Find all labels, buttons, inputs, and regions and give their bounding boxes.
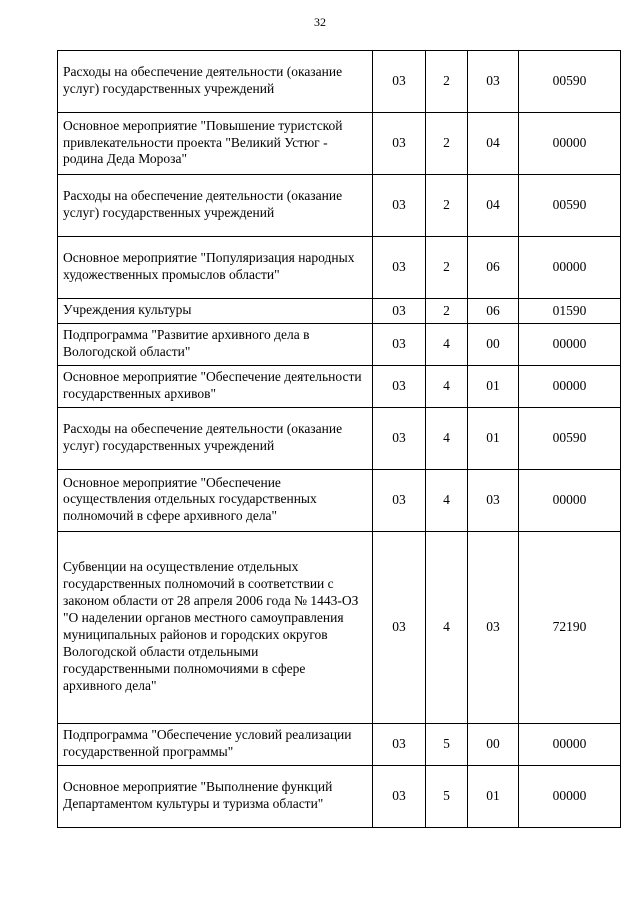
program-code-cell: 03	[373, 323, 426, 365]
row-description-cell: Основное мероприятие "Популяризация народных художественных промыслов области"	[58, 237, 373, 299]
program-code-cell: 03	[373, 531, 426, 723]
activity-code-cell: 00	[468, 323, 519, 365]
table-row	[58, 175, 621, 237]
activity-code-cell: 03	[468, 531, 519, 723]
activity-code-cell: 01	[468, 407, 519, 469]
row-description-cell: Расходы на обеспечение деятельности (оказание услуг) государственных учреждений	[58, 51, 373, 113]
subprogram-code-cell: 4	[426, 469, 468, 531]
direction-code-cell: 00000	[519, 237, 621, 299]
activity-code-cell: 03	[468, 469, 519, 531]
table-row	[58, 765, 621, 827]
direction-code-cell: 00590	[519, 175, 621, 237]
row-description-cell: Расходы на обеспечение деятельности (оказание услуг) государственных учреждений	[58, 407, 373, 469]
direction-code-cell: 00000	[519, 723, 621, 765]
row-description-cell: Учреждения культуры	[58, 299, 373, 324]
program-code-cell: 03	[373, 113, 426, 175]
direction-code-cell: 00000	[519, 113, 621, 175]
activity-code-cell: 04	[468, 113, 519, 175]
table-row	[58, 323, 621, 365]
row-description-cell: Субвенции на осуществление отдельных государственных полномочий в соответствии с законом области от 28 апреля 2006 года № 1443-ОЗ "О наделении органов местного самоуправления муниципальных районов и городских округов Вологодской области отдельными государственными полномочиями в сфере архивного дела"	[58, 531, 373, 723]
direction-code-cell: 00000	[519, 365, 621, 407]
row-description-cell: Основное мероприятие "Выполнение функций Департаментом культуры и туризма области"	[58, 765, 373, 827]
subprogram-code-cell: 2	[426, 51, 468, 113]
direction-code-cell: 00000	[519, 323, 621, 365]
subprogram-code-cell: 2	[426, 113, 468, 175]
activity-code-cell: 01	[468, 365, 519, 407]
subprogram-code-cell: 5	[426, 765, 468, 827]
row-description-cell: Подпрограмма "Обеспечение условий реализации государственной программы"	[58, 723, 373, 765]
table-body	[58, 51, 621, 828]
program-code-cell: 03	[373, 765, 426, 827]
subprogram-code-cell: 4	[426, 407, 468, 469]
program-code-cell: 03	[373, 51, 426, 113]
activity-code-cell: 03	[468, 51, 519, 113]
program-code-cell: 03	[373, 407, 426, 469]
row-description-cell: Подпрограмма "Развитие архивного дела в Вологодской области"	[58, 323, 373, 365]
activity-code-cell: 06	[468, 299, 519, 324]
budget-classification-table	[57, 50, 621, 828]
subprogram-code-cell: 2	[426, 175, 468, 237]
subprogram-code-cell: 2	[426, 299, 468, 324]
activity-code-cell: 00	[468, 723, 519, 765]
activity-code-cell: 04	[468, 175, 519, 237]
direction-code-cell: 00590	[519, 407, 621, 469]
table-row	[58, 51, 621, 113]
row-description-cell: Основное мероприятие "Обеспечение осуществления отдельных государственных полномочий в сфере архивного дела"	[58, 469, 373, 531]
row-description-cell: Основное мероприятие "Повышение туристской привлекательности проекта "Великий Устюг - родина Деда Мороза"	[58, 113, 373, 175]
subprogram-code-cell: 4	[426, 323, 468, 365]
subprogram-code-cell: 4	[426, 531, 468, 723]
subprogram-code-cell: 5	[426, 723, 468, 765]
table-row	[58, 299, 621, 324]
program-code-cell: 03	[373, 469, 426, 531]
program-code-cell: 03	[373, 175, 426, 237]
table-row	[58, 407, 621, 469]
table-row	[58, 113, 621, 175]
table-row	[58, 469, 621, 531]
subprogram-code-cell: 4	[426, 365, 468, 407]
row-description-cell: Основное мероприятие "Обеспечение деятельности государственных архивов"	[58, 365, 373, 407]
program-code-cell: 03	[373, 299, 426, 324]
table-row	[58, 365, 621, 407]
row-description-cell: Расходы на обеспечение деятельности (оказание услуг) государственных учреждений	[58, 175, 373, 237]
direction-code-cell: 00000	[519, 469, 621, 531]
direction-code-cell: 01590	[519, 299, 621, 324]
subprogram-code-cell: 2	[426, 237, 468, 299]
program-code-cell: 03	[373, 723, 426, 765]
program-code-cell: 03	[373, 365, 426, 407]
table-row	[58, 531, 621, 723]
direction-code-cell: 72190	[519, 531, 621, 723]
direction-code-cell: 00590	[519, 51, 621, 113]
table-row	[58, 237, 621, 299]
activity-code-cell: 06	[468, 237, 519, 299]
program-code-cell: 03	[373, 237, 426, 299]
activity-code-cell: 01	[468, 765, 519, 827]
direction-code-cell: 00000	[519, 765, 621, 827]
table-row	[58, 723, 621, 765]
page-number: 32	[314, 15, 326, 29]
